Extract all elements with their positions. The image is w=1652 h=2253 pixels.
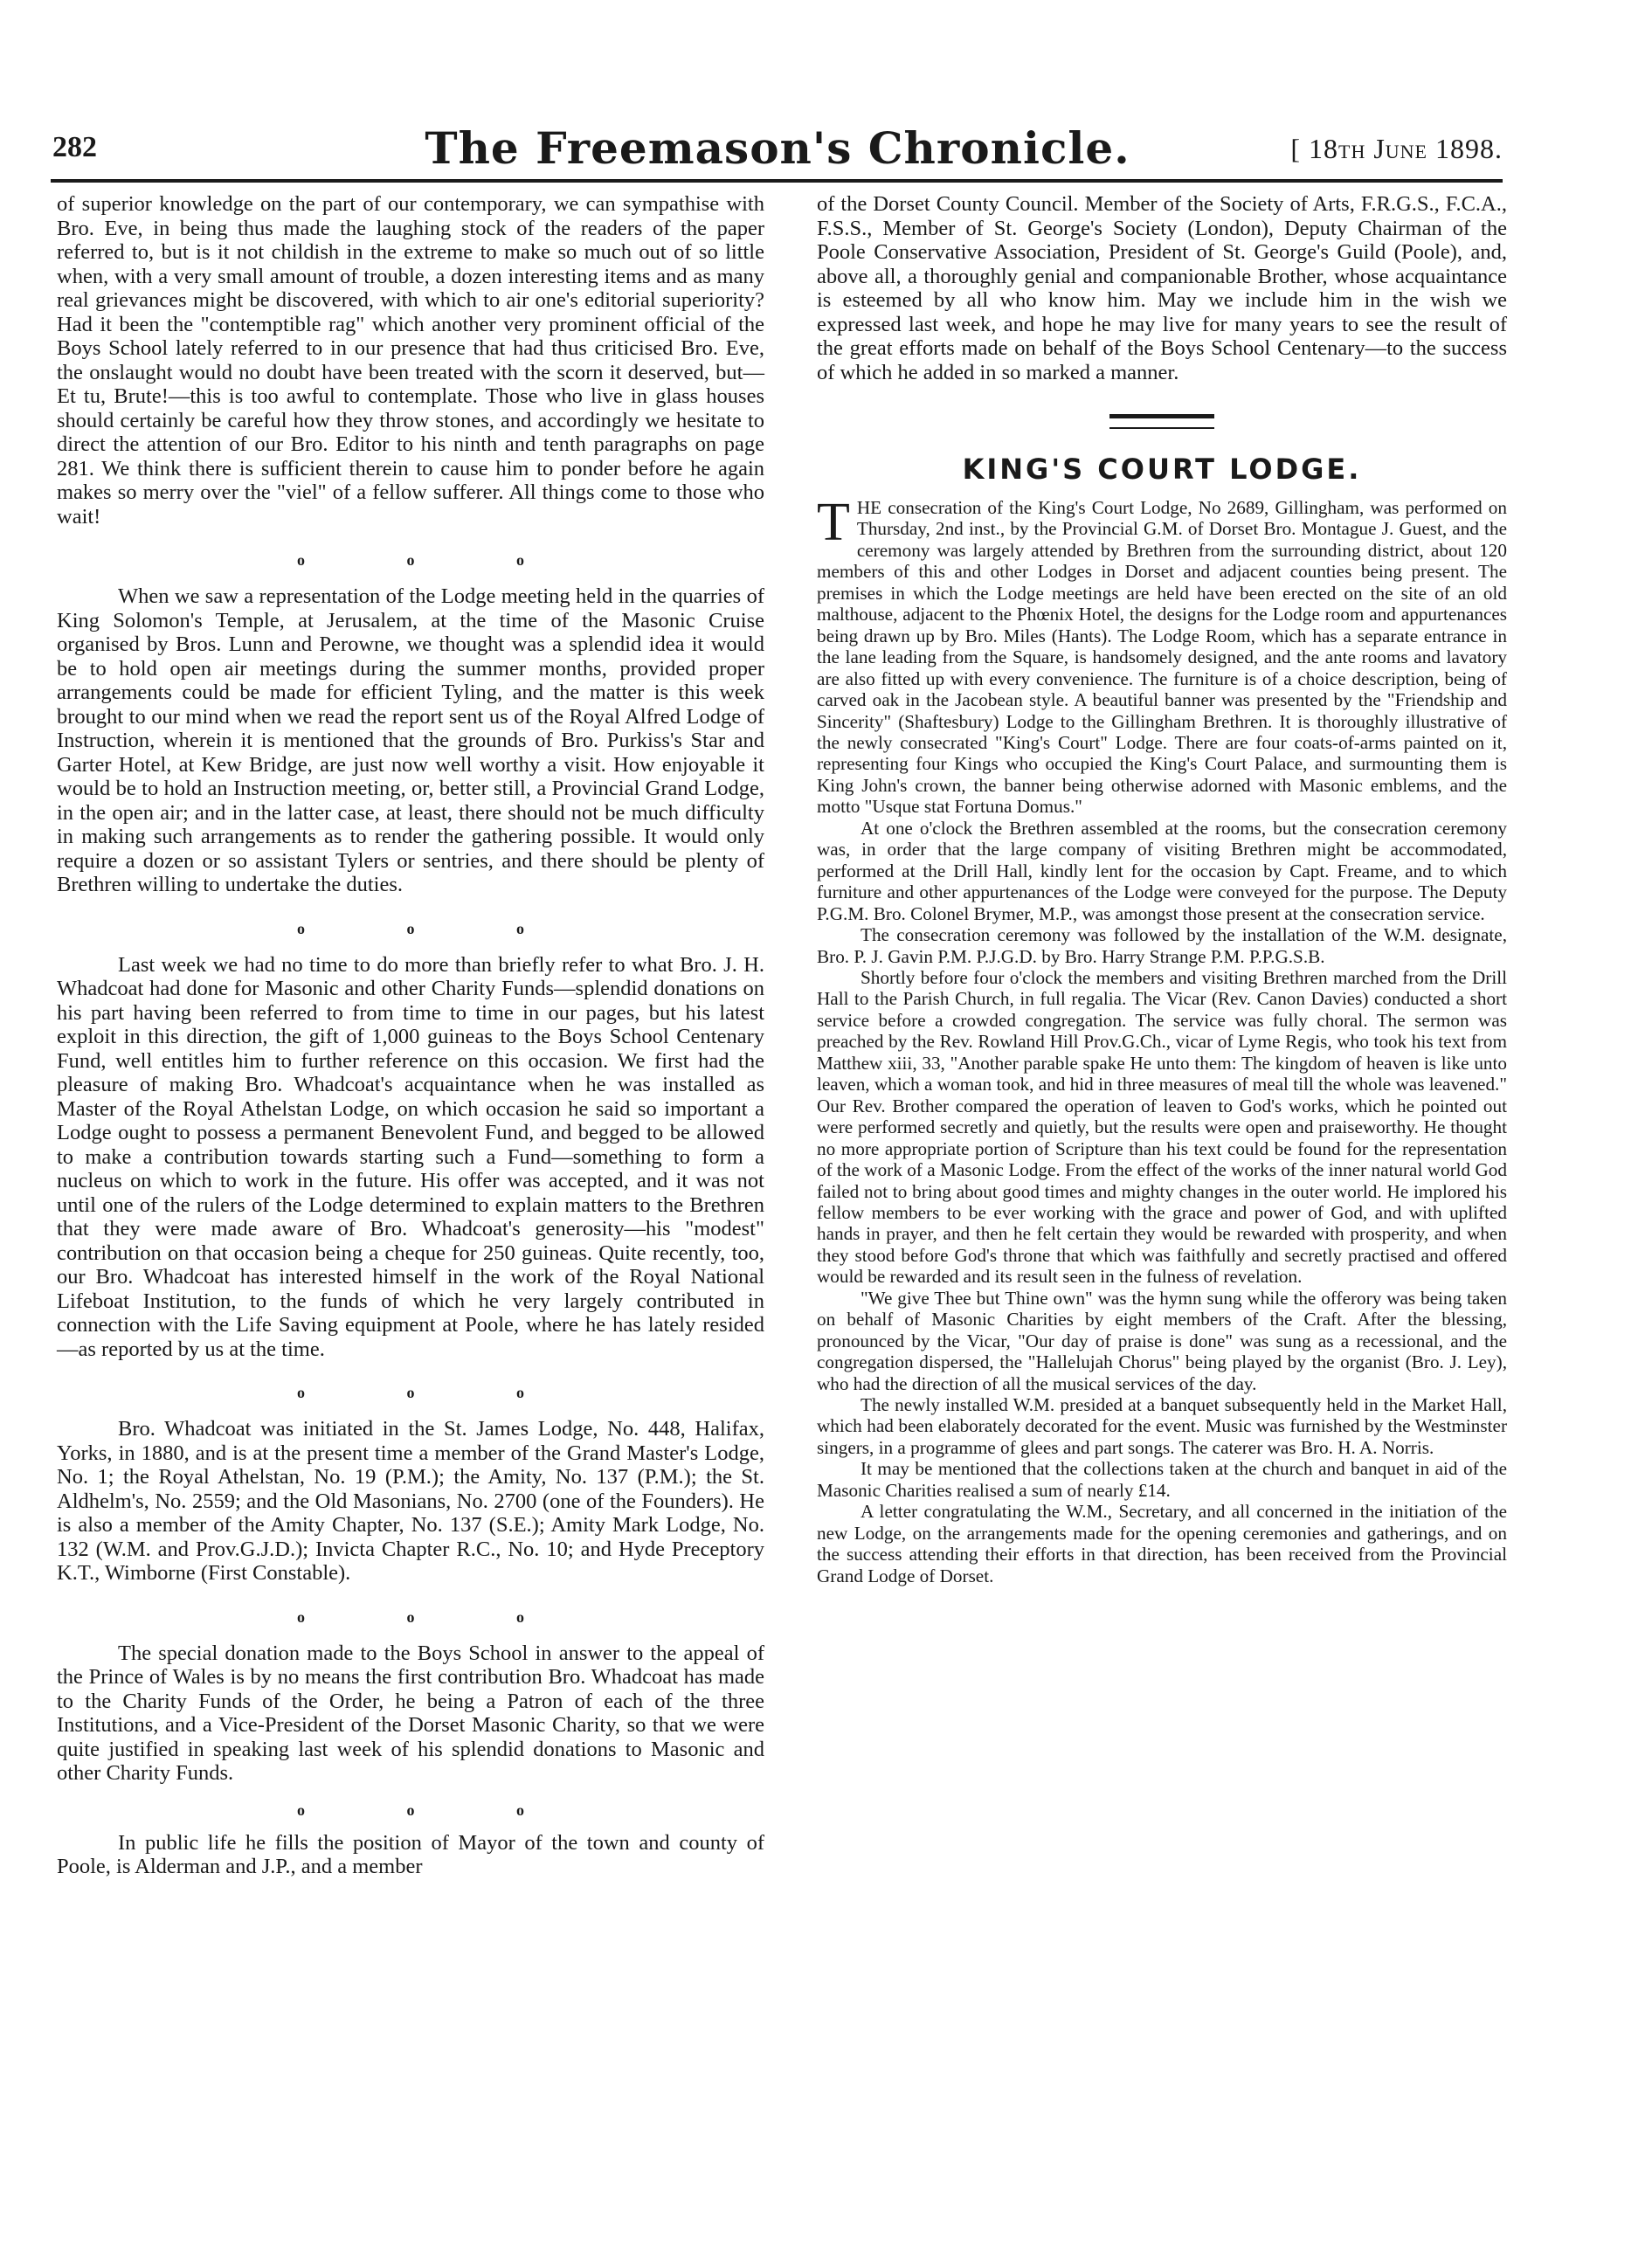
left-paragraph-1: of superior knowledge on the part of our contemporary, we can sympathise with Bro. Eve, in being thus made the laughing stock of the readers of the paper referred to, but is it not childish in the extreme to make so much out of so little when, with a very small amount of trouble, a dozen interesting items and as many real grievances might be discovered, with which to air one's editorial superiority? Had it been the "contemptible rag" which another very prominent official of the Boys School lately referred to in our presence that had thus criticised Bro. Eve, the onslaught would no doubt have been treated with the scorn it deserved, but—Et tu, Brute!—this is too awful to contemplate. Those who live in glass houses should certainly be careful how they throw stones, and accordingly we hesitate to direct the attention of our Bro. Editor to his ninth and tenth paragraphs on page 281. We think there is sufficient therein to cause him to ponder before he again makes so merry over the "viel" of a fellow sufferer. All things come to those who wait!	[57, 192, 764, 529]
section-separator: o o o	[297, 1607, 573, 1626]
right-paragraph-4: The consecration ceremony was followed by the installation of the W.M. designate, Bro. P. J. Gavin P.M. P.J.G.D. by Bro. Harry Strange P.M. P.P.G.S.B.	[817, 924, 1507, 967]
masthead-title: The Freemason's Chronicle.	[425, 122, 1130, 174]
left-paragraph-5: The special donation made to the Boys School in answer to the appeal of the Prince of Wales is by no means the first contribution Bro. Whadcoat has made to the Charity Funds of the Order, he being a Patron of each of the three Institutions, and a Vice-President of the Dorset Masonic Charity, so that we were quite justified in speaking last week of his splendid donations to Masonic and other Charity Funds.	[57, 1641, 764, 1785]
left-paragraph-3: Last week we had no time to do more than briefly refer to what Bro. J. H. Whadcoat had done for Masonic and other Charity Funds—splendid donations on his part having been referred to from time to time in our pages, but his latest exploit in this direction, the gift of 1,000 guineas to the Boys School Centenary Fund, well entitles him to further reference on this occasion. We first had the pleasure of making Bro. Whadcoat's acquaintance when he was installed as Master of the Royal Athelstan Lodge, on which occasion he said so important a Lodge ought to possess a permanent Benevolent Fund, and begged to be allowed to make a contribution towards starting such a Fund—something to form a nucleus on which to work in the future. His offer was accepted, and it was not until one of the rulers of the Lodge determined to explain matters to the Brethren that they were made aware of Bro. Whadcoat's generosity—his "modest" contribution on that occasion being a cheque for 250 guineas. Quite recently, too, our Bro. Whadcoat has interested himself in the work of the Royal National Lifeboat Institution, to the funds of which he very largely contributed in connection with the Life Saving equipment at Poole, where he has lately resided—as reported by us at the time.	[57, 952, 764, 1361]
right-paragraph-1: of the Dorset County Council. Member of the Society of Arts, F.R.G.S., F.C.A., F.S.S., Member of St. George's Society (London), Deputy Chairman of the Poole Conservative Association, President of St. George's Guild (Poole), and, above all, a thoroughly genial and companionable Brother, whose acquaintance is esteemed by all who know him. May we include him in the wish we expressed last week, and hope he may live for many years to see the result of the great efforts made on behalf of the Boys School Centenary—to the success of which he added in so marked a manner.	[817, 192, 1507, 384]
article-divider	[1109, 414, 1214, 429]
issue-date: [ 18th June 1898.	[1290, 133, 1503, 164]
right-paragraph-9: A letter congratulating the W.M., Secretary, and all concerned in the initiation of the new Lodge, on the arrangements made for the opening ceremonies and gatherings, and on the success attending their efforts in that direction, has been received from the Provincial Grand Lodge of Dorset.	[817, 1501, 1507, 1586]
left-paragraph-2: When we saw a representation of the Lodge meeting held in the quarries of King Solomon's Temple, at Jerusalem, at the time of the Masonic Cruise organised by Bros. Lunn and Perowne, we thought was a splendid idea it would be to hold open air meetings during the summer months, provided proper arrangements could be made for efficient Tyling, and the matter is this week brought to our mind when we read the report sent us of the Royal Alfred Lodge of Instruction, wherein it is mentioned that the grounds of Bro. Purkiss's Star and Garter Hotel, at Kew Bridge, are just now well worthy a visit. How enjoyable it would be to hold an Instruction meeting, or, better still, a Provincial Grand Lodge, in the open air; and in the latter case, at least, there should not be much difficulty in making such arrangements as to render the gathering possible. It would only require a dozen or so assistant Tylers or sentries, and there should be plenty of Brethren willing to undertake the duties.	[57, 584, 764, 896]
right-paragraph-8: It may be mentioned that the collections taken at the church and banquet in aid of the Masonic Charities realised a sum of nearly £14.	[817, 1458, 1507, 1501]
article-headline: KING'S COURT LODGE.	[962, 453, 1362, 486]
section-separator: o o o	[297, 551, 573, 569]
section-separator: o o o	[297, 1800, 573, 1819]
section-separator: o o o	[297, 919, 573, 937]
left-column	[57, 192, 764, 1879]
right-column	[817, 192, 1507, 1586]
right-paragraph-2	[817, 493, 1507, 818]
page-number: 282	[52, 131, 97, 163]
header-rule	[51, 179, 1503, 183]
page-header	[52, 122, 1503, 175]
section-separator: o o o	[297, 1384, 573, 1401]
right-paragraph-7: The newly installed W.M. presided at a banquet subsequently held in the Market Hall, which had been elaborately decorated for the event. Music was furnished by the Westminster singers, in a programme of glees and part songs. The caterer was Bro. H. A. Norris.	[817, 1394, 1507, 1458]
right-paragraph-2-text: HE consecration of the King's Court Lodge, No 2689, Gillingham, was performed on Thursday, 2nd inst., by the Provincial G.M. of Dorset Bro. Montague J. Guest, and the ceremony was largely attended by Brethren from the surrounding district, about 120 members of this and other Lodges in Dorset and adjacent counties being present. The premises in which the Lodge meetings are held have been erected on the site of an old malthouse, adjacent to the Phœnix Hotel, the designs for the Lodge room and appurtenances being drawn up by Bro. Miles (Hants). The Lodge Room, which has a separate entrance in the lane leading from the Square, is handsomely designed, and the ante rooms and lavatory are also fitted up with every convenience. The furniture is of a choice description, being of carved oak in the Jacobean style. A beautiful banner was presented by the "Friendship and Sincerity" (Shaftesbury) Lodge to the Gillingham Brethren. It is thoroughly illustrative of the newly consecrated "King's Court" Lodge. There are four coats-of-arms painted on it, representing four Kings who occupied the King's Court Palace, and surmounting them is King John's crown, the banner being otherwise adorned with Masonic emblems, and the motto "Usque stat Fortuna Domus."	[817, 497, 1507, 818]
drop-cap: T	[817, 493, 850, 552]
right-paragraph-5: Shortly before four o'clock the members and visiting Brethren marched from the Drill Hall to the Parish Church, in full regalia. The Vicar (Rev. Canon Davies) conducted a short service before a crowded congregation. The service was fully choral. The sermon was preached by the Rev. Rowland Hill Prov.G.Ch., vicar of Lyme Regis, who took his text from Matthew xiii, 33, "Another parable spake He unto them: The kingdom of heaven is like unto leaven, which a woman took, and hid in three measures of meal till the whole was leavened." Our Rev. Brother compared the operation of leaven to God's works, which he pointed out were performed secretly and quietly, but the results were open and praiseworthy. He thought no more appropriate portion of Scripture than his text could be found for the representation of the work of a Masonic Lodge. From the effect of the works of the inner natural world God failed not to bring about good times and mighty changes in the outer world. He implored his fellow members to be ever working with the grace and power of God, and with uplifted hands in prayer, and then he felt certain they would be rewarded with prosperity, and when they stood before God's throne that which was faithfully and secretly practised and offered would be rewarded and its result seen in the fulness of revelation.	[817, 966, 1507, 1288]
right-paragraph-6: "We give Thee but Thine own" was the hymn sung while the offerory was being taken on behalf of Masonic Charities by eight members of the Craft. After the blessing, pronounced by the Vicar, "Our day of praise is done" was sung as a recessional, and the congregation dispersed, the "Hallelujah Chorus" being played by the organist (Bro. J. Ley), who had the direction of all the musical services of the day.	[817, 1287, 1507, 1394]
right-paragraph-3: At one o'clock the Brethren assembled at the rooms, but the consecration ceremony was, in order that the large company of visiting Brethren might be accommodated, performed at the Drill Hall, kindly lent for the occasion by Capt. Freame, and to which furniture and other appurtenances of the Lodge were conveyed for the purpose. The Deputy P.G.M. Bro. Colonel Brymer, M.P., was amongst those present at the consecration service.	[817, 817, 1507, 924]
left-paragraph-6: In public life he fills the position of Mayor of the town and county of Poole, is Alderman and J.P., and a member	[57, 1830, 764, 1878]
left-paragraph-4: Bro. Whadcoat was initiated in the St. James Lodge, No. 448, Halifax, Yorks, in 1880, and is at the present time a member of the Grand Master's Lodge, No. 1; the Royal Athelstan, No. 19 (P.M.); the Amity, No. 137 (P.M.); the St. Aldhelm's, No. 2559; and the Old Masonians, No. 2700 (one of the Founders). He is also a member of the Amity Chapter, No. 137 (S.E.); Amity Mark Lodge, No. 132 (W.M. and Prov.G.J.D.); Invicta Chapter R.C., No. 10; and Hyde Preceptory K.T., Wimborne (First Constable).	[57, 1417, 764, 1585]
